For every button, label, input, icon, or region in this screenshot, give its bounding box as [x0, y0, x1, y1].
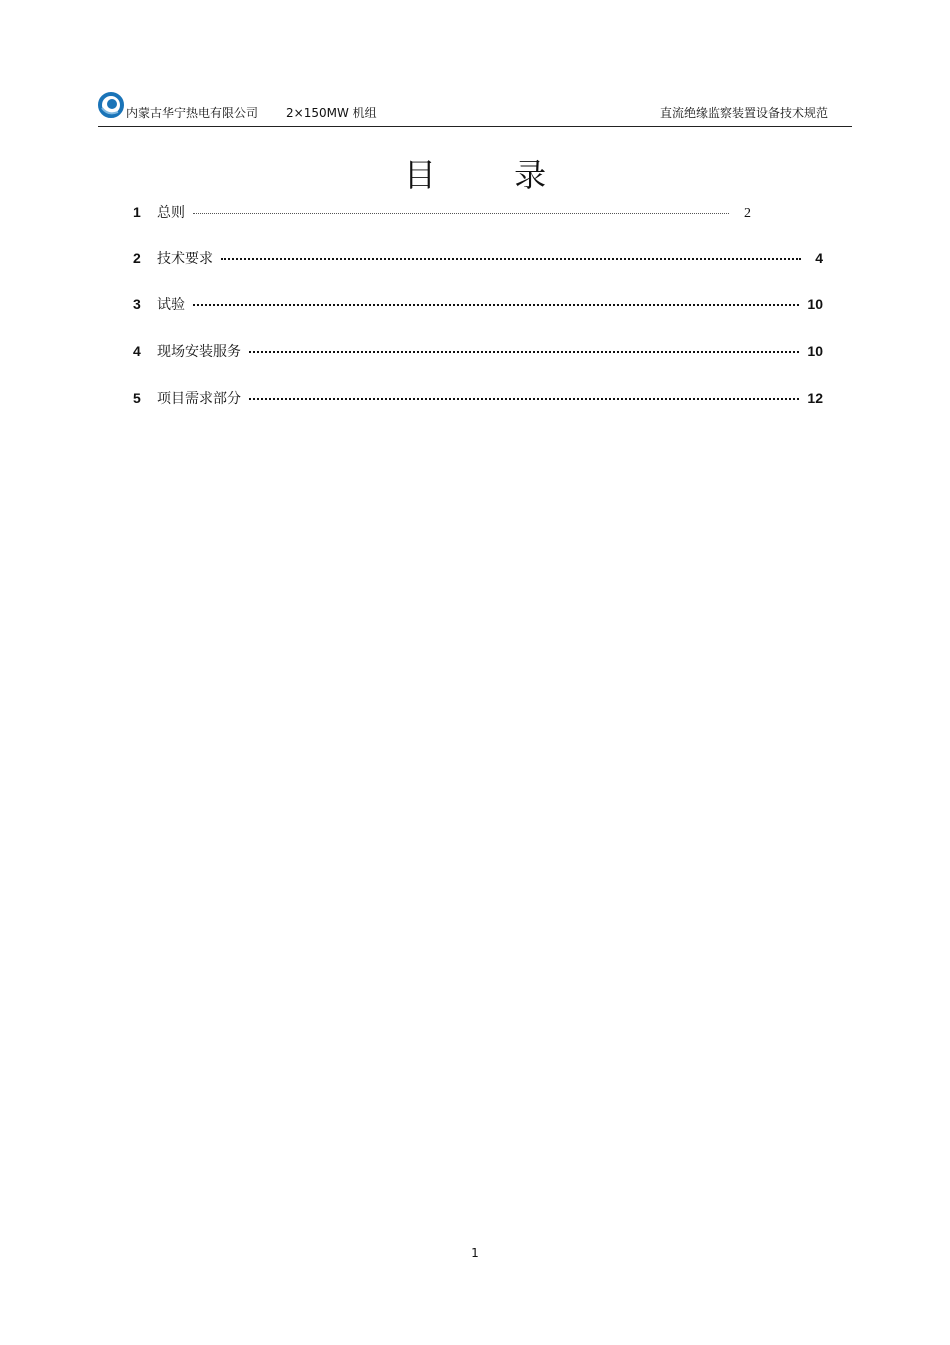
toc-dot-leader: [193, 213, 729, 214]
toc-title: 目 录: [403, 156, 581, 194]
toc-entry-number: 5: [133, 390, 141, 406]
toc-dot-leader: [193, 304, 799, 306]
toc-entry[interactable]: [133, 341, 823, 363]
toc-entry-page: 4: [815, 250, 823, 266]
toc-entry-number: 3: [133, 296, 141, 312]
header-unit: 2×150MW 机组: [286, 106, 377, 120]
toc-entry-label: 技术要求: [157, 251, 213, 267]
toc-entry[interactable]: [133, 294, 823, 316]
toc-entry-number: 2: [133, 250, 141, 266]
toc-entry[interactable]: [133, 248, 823, 270]
company-logo-icon: [98, 92, 124, 118]
toc-entry[interactable]: [133, 202, 751, 224]
toc-dot-leader: [249, 398, 799, 400]
toc-dot-leader: [249, 351, 799, 353]
toc-entry-page: 10: [807, 343, 823, 359]
toc-entry-page: 10: [807, 296, 823, 312]
toc-entry-number: 4: [133, 343, 141, 359]
header-company-name: 内蒙古华宁热电有限公司: [126, 106, 259, 120]
page-header: [98, 92, 852, 127]
toc-entry-label: 试验: [157, 297, 185, 313]
toc-entry-number: 1: [133, 204, 141, 220]
toc-entry-page: 2: [744, 206, 751, 221]
page-number: 1: [471, 1246, 479, 1260]
toc-entry[interactable]: [133, 388, 823, 410]
toc-entry-label: 项目需求部分: [157, 391, 241, 407]
header-document-title: 直流绝缘监察装置设备技术规范: [659, 106, 828, 120]
toc-dot-leader: [221, 258, 801, 260]
toc-entry-label: 现场安装服务: [157, 344, 241, 360]
toc-entry-label: 总则: [157, 205, 185, 221]
toc-entry-page: 12: [807, 390, 823, 406]
